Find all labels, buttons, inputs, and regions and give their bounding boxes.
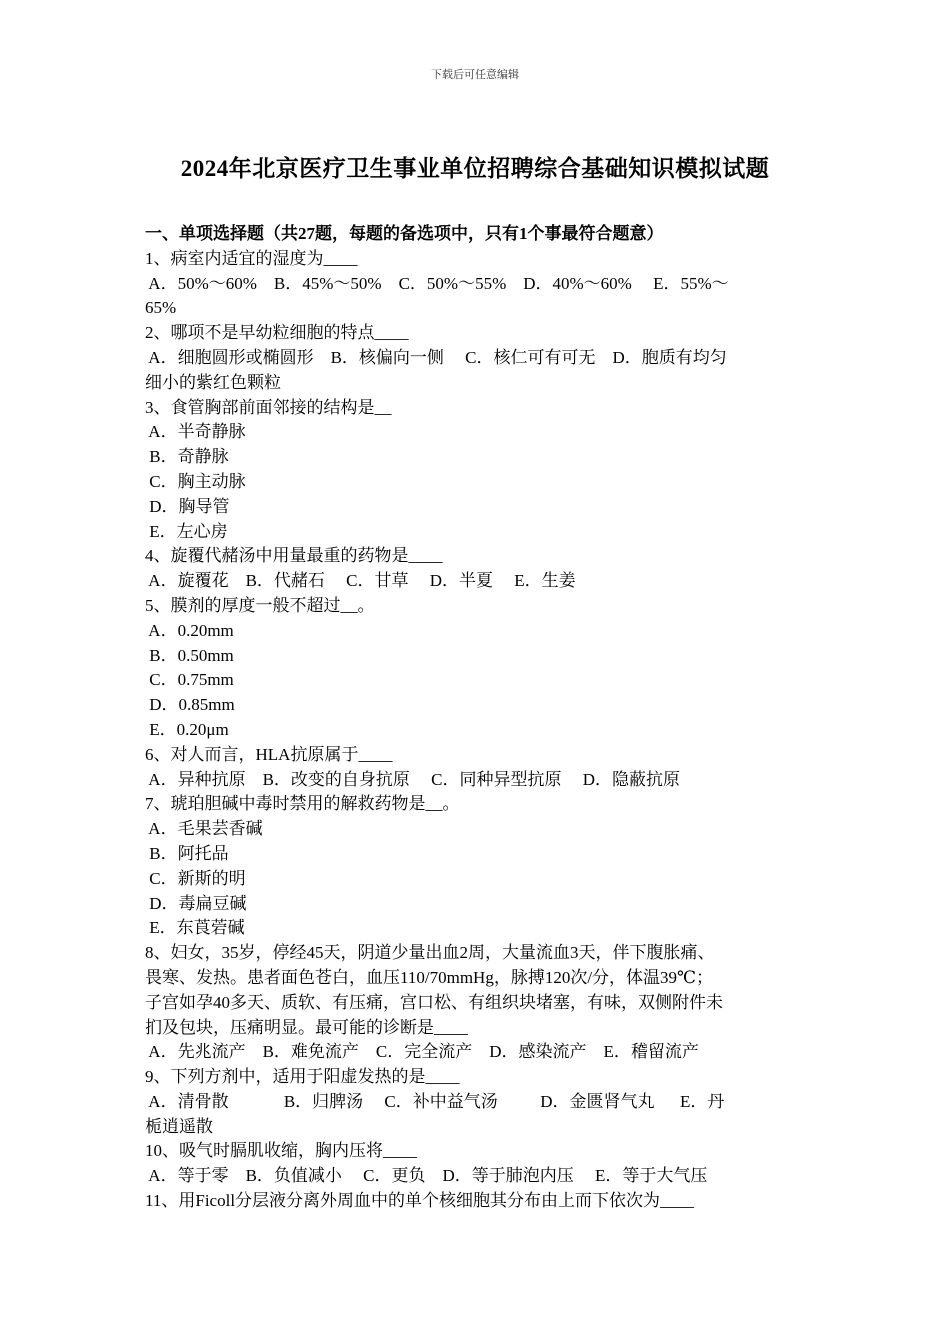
text-line: 3、食管胸部前面邻接的结构是__ <box>145 397 392 417</box>
text-line: D．胸导管 <box>145 496 230 516</box>
text-line: 9、下列方剂中，适用于阳虚发热的是____ <box>145 1067 460 1087</box>
text-line: E．东莨菪碱 <box>145 918 245 938</box>
text-line: E．左心房 <box>145 521 228 541</box>
text-line: 畏寒、发热。患者面色苍白，血压110/70mmHg，脉搏120次/分，体温39℃； <box>145 967 714 987</box>
text-line: A．50%～60% B．45%～50% C．50%～55% D．40%～60% E．55%～ <box>145 273 729 293</box>
text-line: 4、旋覆代赭汤中用量最重的药物是____ <box>145 546 443 566</box>
text-line: A．毛果芸香碱 <box>145 819 263 839</box>
document-title: 2024年北京医疗卫生事业单位招聘综合基础知识模拟试题 <box>180 156 770 181</box>
text-line: B．阿托品 <box>145 843 229 863</box>
text-line: A．等于零 B．负值减小 C．更负 D．等于肺泡内压 E．等于大气压 <box>145 1166 708 1186</box>
text-line: 6、对人而言，HLA抗原属于____ <box>145 744 393 764</box>
text-line: B．0.50mm <box>145 645 234 665</box>
text-line: A．先兆流产 B．难免流产 C．完全流产 D．感染流产 E．稽留流产 <box>145 1042 699 1062</box>
text-line: C．0.75mm <box>145 670 234 690</box>
text-line: B．奇静脉 <box>145 447 229 467</box>
text-line: 11、用Ficoll分层液分离外周血中的单个核细胞其分布由上而下依次为____ <box>145 1191 695 1211</box>
page-header-note: 下载后可任意编辑 <box>431 69 519 81</box>
question-list <box>145 247 825 1214</box>
text-line: D．毒扁豆碱 <box>145 893 247 913</box>
text-line: 扪及包块，压痛明显。最可能的诊断是____ <box>145 1017 468 1037</box>
text-line: A．清骨散 B．归脾汤 C．补中益气汤 D．金匮肾气丸 E．丹 <box>145 1091 725 1111</box>
text-line: 1、病室内适宜的湿度为____ <box>145 248 358 268</box>
text-line: 2、哪项不是早幼粒细胞的特点____ <box>145 323 409 343</box>
text-line: A．半奇静脉 <box>145 422 246 442</box>
exam-content <box>145 222 825 1214</box>
text-line: 10、吸气时膈肌收缩，胸内压将____ <box>145 1141 417 1161</box>
text-line: E．0.20μm <box>145 719 229 739</box>
text-line: 8、妇女，35岁，停经45天，阴道少量出血2周，大量流血3天，伴下腹胀痛、 <box>145 943 715 963</box>
text-line: A．旋覆花 B．代赭石 C．甘草 D．半夏 E．生姜 <box>145 571 576 591</box>
text-line: 65% <box>145 298 177 318</box>
text-line: A．0.20mm <box>145 620 234 640</box>
text-line: C．胸主动脉 <box>145 471 246 491</box>
text-line: 5、膜剂的厚度一般不超过__。 <box>145 595 375 615</box>
section-heading: 一、单项选择题（共27题，每题的备选项中，只有1个事最符合题意） <box>145 224 664 243</box>
text-line: 子宫如孕40多天、质软、有压痛，宫口松、有组织块堵塞，有味，双侧附件未 <box>145 992 723 1012</box>
text-line: 细小的紫红色颗粒 <box>145 372 281 392</box>
text-line: 7、琥珀胆碱中毒时禁用的解救药物是__。 <box>145 794 460 814</box>
text-line: D．0.85mm <box>145 695 235 715</box>
text-line: A．细胞圆形或椭圆形 B．核偏向一侧 C．核仁可有可无 D．胞质有均匀 <box>145 347 727 367</box>
text-line: A．异种抗原 B．改变的自身抗原 C．同种异型抗原 D．隐蔽抗原 <box>145 769 681 789</box>
text-line: C．新斯的明 <box>145 868 246 888</box>
text-line: 栀逍遥散 <box>145 1116 213 1136</box>
